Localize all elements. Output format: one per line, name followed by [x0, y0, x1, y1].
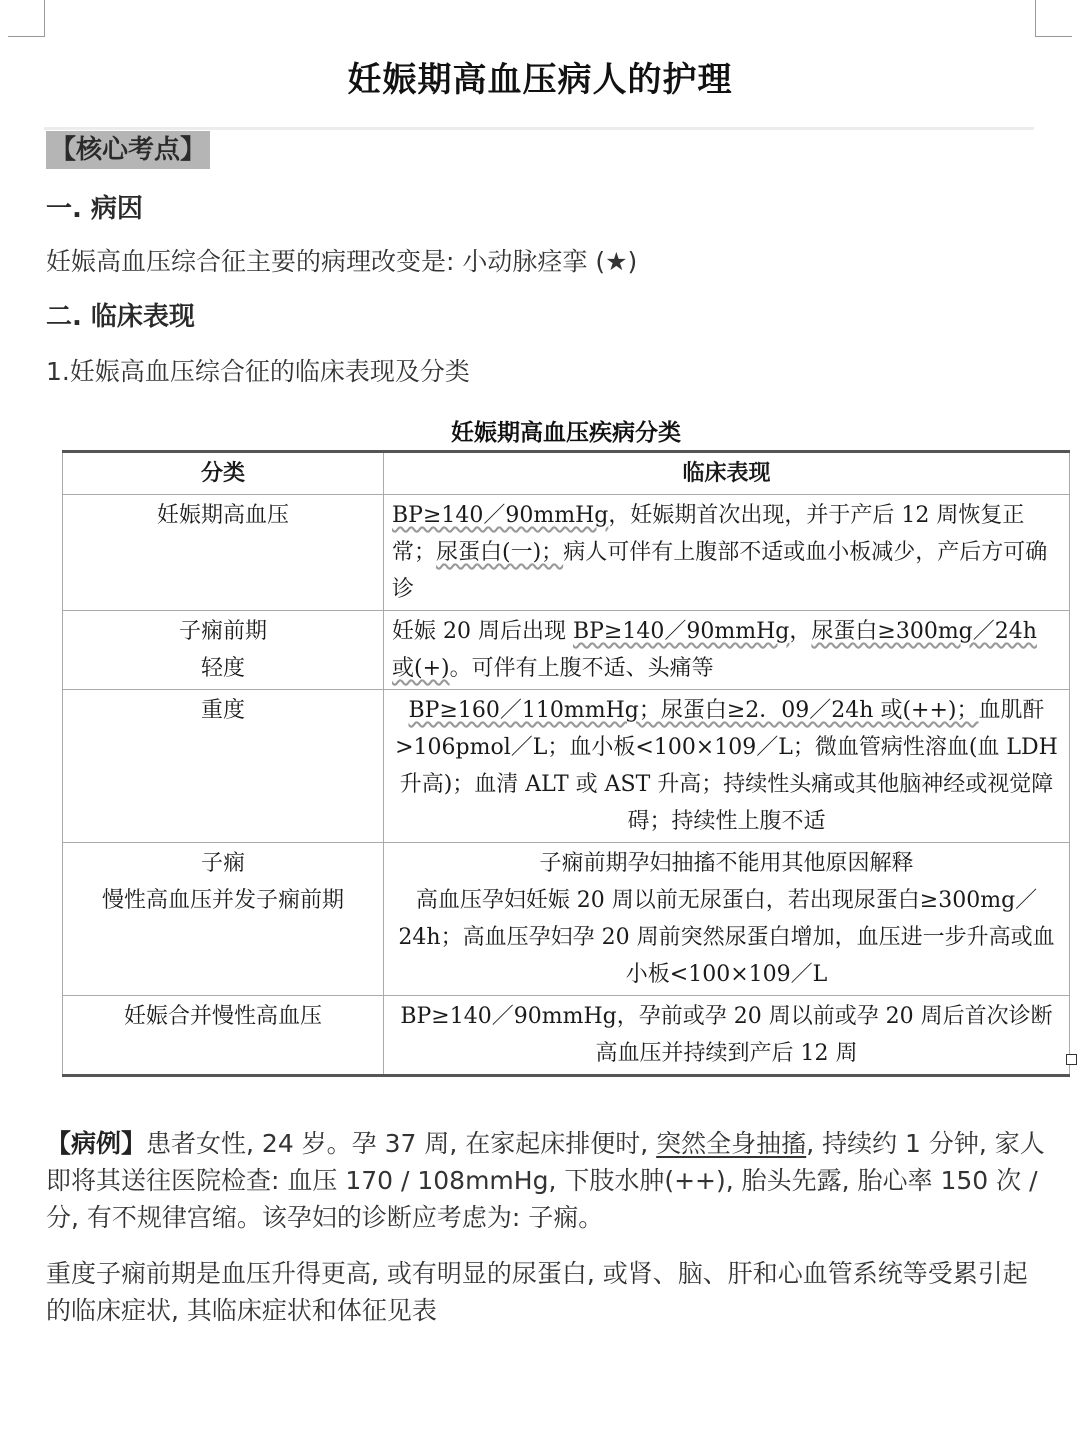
clinical-subheading: 1.妊娠高血压综合征的临床表现及分类 — [46, 357, 470, 386]
table-row — [63, 495, 1070, 611]
header-category: 分类 — [63, 452, 384, 495]
document-title: 妊娠期高血压病人的护理 — [347, 60, 733, 100]
table-row — [63, 843, 1070, 996]
description-text: 病人可伴有上腹部不适或血小板减少，产后方可确诊 — [392, 540, 1048, 602]
table-row — [63, 996, 1070, 1076]
description-cell — [384, 690, 1070, 843]
category-cell: 妊娠合并慢性高血压 — [63, 996, 384, 1076]
category-line: 慢性高血压并发子痫前期 — [101, 888, 344, 913]
table-row — [63, 611, 1070, 690]
category-cell — [63, 611, 384, 690]
table-row — [63, 690, 1070, 843]
page-corner-mark-right — [1035, 0, 1072, 37]
category-cell: 重度 — [63, 690, 384, 843]
description-text: ， — [789, 619, 812, 644]
etiology-text: 妊娠高血压综合征主要的病理改变是: 小动脉痉挛 (★) — [46, 247, 638, 276]
classification-table — [62, 450, 1070, 1077]
case-text: , 持续约 1 分钟, 家人即将其送往医院检查: 血压 170 / 108mmHg, 下肢水肿(++), 胎头先露, 胎心率 150 次 / 分, 有不规律宫缩。该孕妇的诊断应考虑为: 子痫。 — [46, 1129, 1045, 1232]
case-key-symptom: 突然全身抽搐 — [656, 1129, 807, 1158]
description-text: 血肌酐>106pmol／L；血小板<100×109／L；微血管病性溶血(血 LDH 升高)；血清 ALT 或 AST 升高；持续性头痛或其他脑神经或视觉障碍；持续性上腹不适 — [395, 698, 1058, 834]
proteinuria-value: 尿蛋白≥300mg／24h 或(+) — [392, 619, 1037, 681]
description-cell — [384, 843, 1070, 996]
proteinuria-value: 尿蛋白(一)； — [436, 540, 564, 565]
description-cell — [384, 611, 1070, 690]
table-resize-handle[interactable] — [1066, 1054, 1077, 1065]
table-header-row — [63, 452, 1070, 495]
category-cell — [63, 843, 384, 996]
case-study — [46, 1125, 1046, 1236]
section-heading-etiology: 一. 病因 — [46, 194, 143, 224]
header-clinical: 临床表现 — [384, 452, 1070, 495]
divider — [44, 127, 1034, 130]
category-line: 轻度 — [200, 656, 245, 681]
description-cell — [384, 495, 1070, 611]
bp-value: BP≥140／90mmHg — [392, 503, 609, 528]
category-line: 子痫 — [200, 851, 245, 876]
bp-value: BP≥160／110mmHg；尿蛋白≥2．09／24h 或(++)； — [408, 698, 979, 723]
case-label: 【病例】 — [46, 1129, 147, 1158]
description-text: ，妊娠期首次出现，并于产后 12 周恢复正常； — [392, 503, 1025, 565]
severe-preeclampsia-note: 重度子痫前期是血压升得更高, 或有明显的尿蛋白, 或肾、脑、肝和心血管系统等受累引起的临床症状, 其临床症状和体征见表 — [46, 1259, 1028, 1325]
description-line: 子痫前期孕妇抽搐不能用其他原因解释 — [539, 851, 914, 876]
category-cell: 妊娠期高血压 — [63, 495, 384, 611]
description-line: 高血压孕妇妊娠 20 周以前无尿蛋白，若出现尿蛋白≥300mg／24h；高血压孕妇孕 20 周前突然尿蛋白增加，血压进一步升高或血小板<100×109／L — [398, 888, 1055, 987]
case-text: 患者女性, 24 岁。孕 37 周, 在家起床排便时, — [146, 1129, 657, 1158]
section-heading-clinical: 二. 临床表现 — [46, 302, 195, 332]
bp-value: BP≥140／90mmHg — [572, 619, 790, 644]
description-text: 。可伴有上腹不适、头痛等 — [449, 656, 714, 681]
description-cell: BP≥140／90mmHg，孕前或孕 20 周以前或孕 20 周后首次诊断高血压并持续到产后 12 周 — [384, 996, 1070, 1076]
core-points-tag: 【核心考点】 — [46, 131, 210, 169]
page-corner-mark-left — [8, 0, 45, 37]
table-caption: 妊娠期高血压疾病分类 — [451, 419, 681, 446]
description-text: 妊娠 20 周后出现 — [392, 619, 573, 644]
category-line: 子痫前期 — [178, 619, 267, 644]
